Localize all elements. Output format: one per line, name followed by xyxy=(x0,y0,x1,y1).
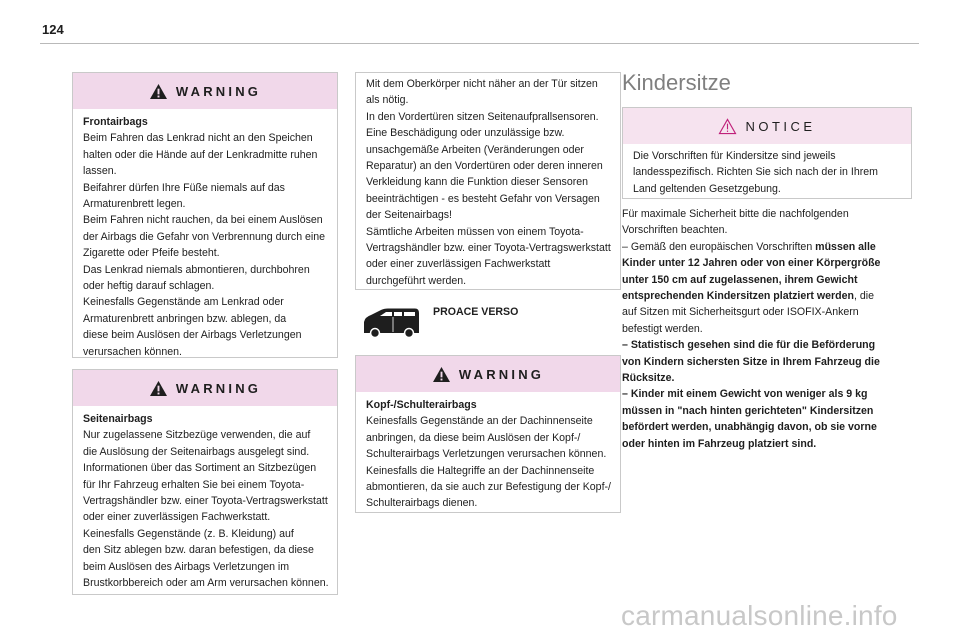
text-line: der Seitenairbags! xyxy=(366,209,452,222)
warning-subtitle: Seitenairbags xyxy=(83,413,153,425)
warning-title: WARNING xyxy=(175,83,262,99)
bullet-line xyxy=(622,354,912,370)
bullet-bold-text: Kinder unter 12 Jahren oder von einer Körpergröße xyxy=(622,257,881,270)
bullet-bold-text: oder hinten im Fahrzeug platziert sind. xyxy=(622,437,817,450)
text-line: Mit dem Oberkörper nicht näher an der Tür sitzen xyxy=(366,78,598,90)
bullet-line: auf Sitzen mit Sicherheitsgurt oder ISOFIX-Ankern xyxy=(622,306,859,319)
warning-subtitle: Kopf-/Schulterairbags xyxy=(366,399,477,411)
text-line: Zigarette oder Pfeife besteht. xyxy=(83,247,220,260)
bullet-line xyxy=(622,288,912,304)
text-line: Vorschriften beachten. xyxy=(622,224,728,237)
text-line: Brustkorbbereich oder am Arm verursachen können. xyxy=(83,577,329,590)
bullet-bold-text: müssen in "nach hinten gerichteten" Kindersitzen xyxy=(622,404,874,417)
text-line: Vertragshändler bzw. einer Toyota-Vertragswerkstatt xyxy=(83,495,328,508)
text-line: unsachgemäße Arbeiten (Veränderungen oder xyxy=(366,143,584,156)
warning-subtitle: Frontairbags xyxy=(83,116,148,128)
text-line: Keinesfalls Gegenstände am Lenkrad oder xyxy=(83,296,284,309)
text-line: die Auslösung der Seitenairbags ausgelegt sind. xyxy=(83,445,310,458)
text-line: Die Vorschriften für Kindersitze sind jeweils xyxy=(633,150,836,162)
text-line: oder einer zuverlässigen Fachwerkstatt. xyxy=(83,511,271,524)
text-line: anbringen, da diese beim Auslösen der Kopf-/ xyxy=(366,431,581,444)
text-line: Verkleidung kann die Funktion dieser Sensoren xyxy=(366,176,589,189)
page-number: 124 xyxy=(42,22,64,37)
text-line: der Airbags die Gefahr von Verbrennung durch eine xyxy=(83,230,326,243)
text-line: halten oder die Hände auf der Lenkradmitte ruhen xyxy=(83,148,318,161)
text-line: In den Vordertüren sitzen Seitenaufprallsensoren. xyxy=(366,110,599,123)
text-line: beeinträchtigen - es besteht Gefahr von Versagen xyxy=(366,192,600,205)
text-line: Eine Beschädigung oder unzulässige bzw. xyxy=(366,127,565,140)
bullet-line xyxy=(622,419,912,435)
warning-body xyxy=(73,406,337,599)
warning-triangle-icon xyxy=(149,380,168,397)
text-line: Schulterairbags dienen. xyxy=(366,497,478,510)
watermark: carmanualsonline.info xyxy=(621,600,898,631)
notice-header xyxy=(623,108,911,144)
text-line: oder einer zuverlässigen Fachwerkstatt xyxy=(366,258,551,271)
bullet-bold-text: befördert werden, unabhängig davon, ob sie vorne xyxy=(622,421,877,434)
warning-title: WARNING xyxy=(458,366,545,382)
warning-body xyxy=(356,392,620,520)
bullet-bold-text: – Kinder mit einem Gewicht von weniger als 9 kg xyxy=(622,388,868,401)
warning-box-frontairbags xyxy=(72,72,338,358)
text-line: beim Auslösen des Airbags Verletzungen im xyxy=(83,560,290,573)
notice-triangle-icon xyxy=(718,118,737,135)
bullet-line xyxy=(622,370,912,386)
notice-body xyxy=(623,144,911,205)
warning-triangle-icon xyxy=(149,83,168,100)
bullet-line xyxy=(622,272,912,288)
warning-header xyxy=(356,356,620,392)
text-line: durchgeführt werden. xyxy=(366,274,467,287)
bullet-line xyxy=(622,239,912,255)
warning-box-continuation xyxy=(355,72,621,290)
bullet-bold-text: entsprechenden Kindersitzen platziert werden xyxy=(622,290,854,303)
text-line: den Sitz ablegen bzw. daran befestigen, da diese xyxy=(83,544,314,557)
warning-box-kopfairbags xyxy=(355,355,621,513)
bullet-bold-text: Rücksitze. xyxy=(622,372,675,385)
text-line: Keinesfalls Gegenstände an der Dachinnenseite xyxy=(366,415,593,428)
bullet-bold-text: müssen alle xyxy=(815,240,876,253)
text-line: Reparatur) an den Vordertüren oder deren inneren xyxy=(366,160,603,173)
warning-box-seitenairbags xyxy=(72,369,338,595)
warning-body xyxy=(73,109,337,368)
van-icon xyxy=(361,304,421,340)
text-line: Nur zugelassene Sitzbezüge verwenden, die auf xyxy=(83,429,311,442)
warning-header xyxy=(73,370,337,406)
vehicle-label: PROACE VERSO xyxy=(433,306,519,318)
header-divider xyxy=(40,43,919,44)
text-line: Keinesfalls die Haltegriffe an der Dachinnenseite xyxy=(366,464,595,477)
notice-box xyxy=(622,107,912,199)
text-line: Vertragshändler bzw. einer Toyota-Vertragswerkstatt xyxy=(366,242,611,255)
text-line: für Ihr Fahrzeug erhalten Sie bei einem Toyota- xyxy=(83,478,305,491)
continuation-body xyxy=(356,73,620,297)
text-line: Beim Fahren das Lenkrad nicht an den Speichen xyxy=(83,132,313,145)
text-line: landesspezifisch. Richten Sie sich nach der in Ihrem xyxy=(633,166,878,179)
bullet-line: befestigt werden. xyxy=(622,322,703,335)
text-line: Schulterairbags Verletzungen verursachen können. xyxy=(366,448,607,461)
text-line: Das Lenkrad niemals abmontieren, durchbohren xyxy=(83,263,310,276)
bullet-bold-text: unter 150 cm auf zugelassenen, ihrem Gewicht xyxy=(622,273,858,286)
bullet-line xyxy=(622,337,912,353)
bullet-text: – Gemäß den europäischen Vorschriften xyxy=(622,240,816,253)
child-seat-rules xyxy=(622,206,912,452)
text-line: lassen. xyxy=(83,165,117,178)
bullet-line xyxy=(622,436,912,452)
text-line: Beim Fahren nicht rauchen, da bei einem Auslösen xyxy=(83,214,323,227)
text-line: diese beim Auslösen der Airbags Verletzungen xyxy=(83,329,302,342)
bullet-line xyxy=(622,386,912,402)
bullet-bold-text: – Statistisch gesehen sind die für die Beförderung xyxy=(622,339,876,352)
text-line: verursachen können. xyxy=(83,345,182,358)
text-line: als nötig. xyxy=(366,94,409,107)
text-line: Armaturenbrett anbringen bzw. ablegen, da xyxy=(83,312,287,325)
section-title: Kindersitze xyxy=(622,70,731,95)
bullet-line xyxy=(622,403,912,419)
warning-title: WARNING xyxy=(175,380,262,396)
text-line: Informationen über das Sortiment an Sitzbezügen xyxy=(83,462,317,475)
text-line: Land geltenden Gesetzgebung. xyxy=(633,182,781,195)
notice-title: NOTICE xyxy=(745,118,816,134)
text-line: abmontieren, da sie auch zur Befestigung der Kopf-/ xyxy=(366,481,611,494)
text-line: oder heftig darauf schlagen. xyxy=(83,280,215,293)
text-line: Armaturenbrett legen. xyxy=(83,198,186,211)
warning-triangle-icon xyxy=(432,366,451,383)
bullet-text: , die xyxy=(853,290,874,303)
text-line: Sämtliche Arbeiten müssen von einem Toyota- xyxy=(366,225,584,238)
warning-header xyxy=(73,73,337,109)
text-line: Keinesfalls Gegenstände (z. B. Kleidung) auf xyxy=(83,527,294,540)
bullet-line xyxy=(622,255,912,271)
bullet-bold-text: von Kindern sichersten Sitze in Ihrem Fahrzeug die xyxy=(622,355,880,368)
text-line: Für maximale Sicherheit bitte die nachfolgenden xyxy=(622,208,849,220)
text-line: Beifahrer dürfen Ihre Füße niemals auf das xyxy=(83,181,285,194)
